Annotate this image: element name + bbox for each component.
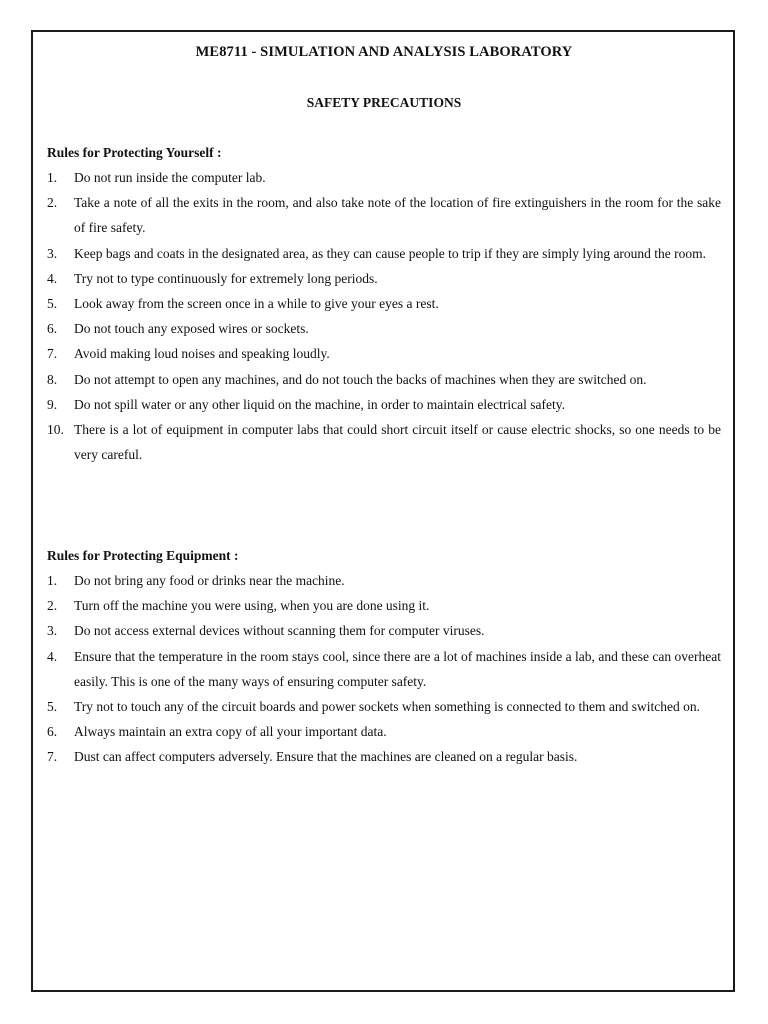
list-item-text: There is a lot of equipment in computer labs that could short circuit itself or cause electric shocks, so one needs to be very careful. (74, 422, 721, 463)
list-item-text: Try not to touch any of the circuit boards and power sockets when something is connected to them and switched on. (74, 699, 700, 715)
list-item-text: Keep bags and coats in the designated area, as they can cause people to trip if they are simply lying around the room. (74, 245, 707, 261)
list-item-text: Do not bring any food or drinks near the machine. (74, 573, 345, 588)
list-item-number: 3. (47, 623, 58, 639)
list-item (47, 694, 721, 719)
list-item-text: Do not spill water or any other liquid on the machine, in order to maintain electrical safety. (74, 396, 565, 412)
list-item (47, 568, 721, 593)
list-item (47, 266, 721, 291)
list-item-number: 8. (47, 371, 58, 387)
list-item (47, 190, 721, 240)
rules-list-protecting-equipment (47, 568, 721, 770)
list-item (47, 744, 721, 769)
list-item (47, 165, 721, 190)
list-item-text: Do not run inside the computer lab. (74, 170, 266, 185)
list-item-text: Do not access external devices without scanning them for computer viruses. (74, 623, 485, 639)
list-item (47, 417, 721, 467)
list-item-text: Do not touch any exposed wires or sockets. (74, 321, 309, 337)
list-item (47, 392, 721, 417)
list-item-number: 6. (47, 724, 58, 740)
list-item (47, 367, 721, 392)
list-item-text: Always maintain an extra copy of all your important data. (74, 724, 387, 740)
list-item (47, 618, 721, 643)
rules-list-protecting-yourself (47, 165, 721, 467)
list-item-number: 1. (47, 573, 58, 588)
list-item (47, 719, 721, 744)
section-heading-protecting-equipment: Rules for Protecting Equipment : (47, 548, 239, 563)
list-item-number: 9. (47, 396, 58, 412)
list-item-number: 4. (47, 648, 58, 664)
list-item-text: Avoid making loud noises and speaking loudly. (74, 346, 330, 362)
list-item-number: 2. (47, 195, 58, 211)
list-item-number: 4. (47, 270, 58, 286)
list-item-number: 5. (47, 296, 58, 312)
section-heading-protecting-yourself: Rules for Protecting Yourself : (47, 145, 222, 160)
list-item (47, 593, 721, 618)
list-item (47, 291, 721, 316)
list-item (47, 644, 721, 694)
list-item-number: 6. (47, 321, 58, 337)
list-item-text: Dust can affect computers adversely. Ensure that the machines are cleaned on a regular basis. (74, 749, 578, 765)
list-item (47, 341, 721, 366)
list-item-number: 3. (47, 245, 58, 261)
document-title: ME8711 - SIMULATION AND ANALYSIS LABORATORY (195, 44, 573, 60)
list-item (47, 316, 721, 341)
list-item-number: 1. (47, 170, 58, 185)
list-item-text: Ensure that the temperature in the room stays cool, since there are a lot of machines inside a lab, and these can overheat easily. This is one of the many ways of ensuring computer safety. (74, 648, 721, 689)
section-title: SAFETY PRECAUTIONS (306, 95, 462, 110)
list-item-number: 5. (47, 699, 58, 715)
list-item-number: 10. (47, 422, 64, 438)
list-item-text: Do not attempt to open any machines, and do not touch the backs of machines when they are switched on. (74, 371, 647, 387)
list-item-number: 2. (47, 598, 58, 614)
list-item-text: Turn off the machine you were using, when you are done using it. (74, 598, 430, 614)
list-item-text: Take a note of all the exits in the room, and also take note of the location of fire extinguishers in the room for the sake of fire safety. (74, 195, 721, 236)
section-protecting-equipment (47, 543, 721, 770)
list-item-number: 7. (47, 346, 58, 362)
list-item (47, 241, 721, 266)
list-item-number: 7. (47, 749, 58, 765)
section-protecting-yourself (47, 140, 721, 467)
list-item-text: Try not to type continuously for extremely long periods. (74, 270, 378, 286)
list-item-text: Look away from the screen once in a while to give your eyes a rest. (74, 296, 439, 312)
